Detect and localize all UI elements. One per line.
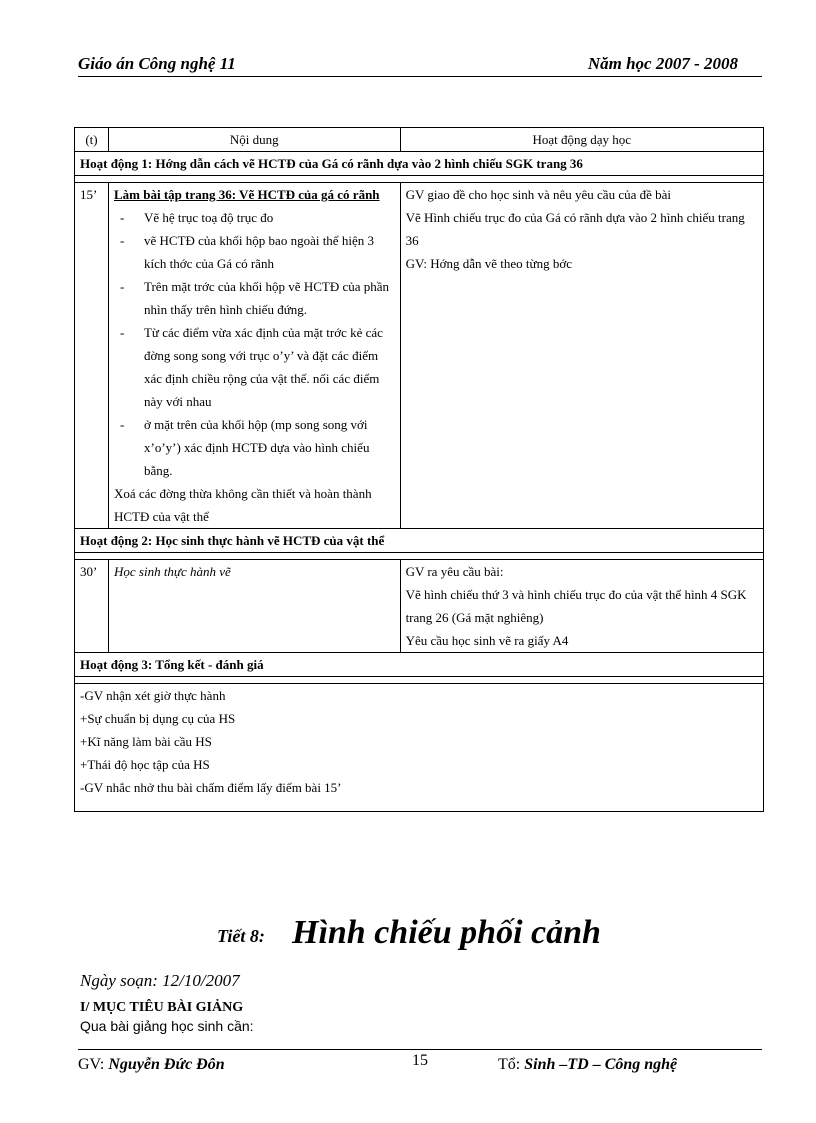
- activity-2-time: 30’: [75, 560, 109, 653]
- list-item: - Trên mặt trớc của khối hộp vẽ HCTĐ của phần nhìn thấy trên hình chiếu đứng.: [144, 275, 395, 321]
- spacer-row: [75, 677, 764, 684]
- footer-group: [498, 1056, 677, 1074]
- activity-1-teacher: [400, 183, 763, 529]
- col-activity-header: Hoạt động dạy học: [400, 128, 763, 152]
- activity-1-row: [75, 183, 764, 529]
- summary-line: -GV nhắc nhở thu bài chấm điểm lấy điểm bài 15’: [80, 780, 342, 795]
- teacher-line: GV ra yêu cầu bài:: [405, 564, 504, 579]
- header-title: Giáo án Công nghệ 11: [78, 54, 236, 73]
- teacher-line: GV: Hớng dẫn vẽ theo từng bớc: [405, 256, 572, 271]
- footer-teacher: [78, 1056, 225, 1074]
- summary-line: -GV nhận xét giờ thực hành: [80, 688, 226, 703]
- activity-2-teacher: [400, 560, 763, 653]
- activity-2-title: Hoạt động 2: Học sinh thực hành vẽ HCTĐ của vật thể: [75, 529, 764, 553]
- teacher-line: Vẽ hình chiếu thứ 3 và hình chiếu trục đo của vật thể hình 4 SGK trang 26 (Gá mặt nghiêng): [405, 587, 747, 625]
- spacer-row: [75, 176, 764, 183]
- teacher-line: Yêu cầu học sinh vẽ ra giấy A4: [405, 633, 569, 648]
- list-item: - vẽ HCTĐ của khối hộp bao ngoài thể hiện 3 kích thớc của Gá có rãnh: [144, 229, 395, 275]
- activity-3-content: [75, 684, 764, 812]
- col-time-header: (t): [75, 128, 109, 152]
- header-year: Năm học 2007 - 2008: [587, 54, 738, 73]
- col-content-header: Nội dung: [108, 128, 400, 152]
- footer-teacher-name: Nguyễn Đức Đôn: [108, 1056, 225, 1073]
- section-heading: I/ MỤC TIÊU BÀI GIẢNG: [80, 1000, 244, 1015]
- summary-line: +Kĩ năng làm bài cầu HS: [80, 734, 212, 749]
- lesson-number: Tiết 8:: [217, 926, 265, 946]
- activity-3-title: Hoạt động 3: Tổng kết - đánh giá: [75, 653, 764, 677]
- activity-2-content: Học sinh thực hành vẽ: [108, 560, 400, 653]
- footer-group-name: Sinh –TD – Công nghệ: [524, 1056, 678, 1073]
- activity-1-time: 15’: [75, 183, 109, 529]
- page-footer: [78, 1049, 762, 1074]
- page-number: 15: [412, 1052, 428, 1069]
- activity-1-title: Hoạt động 1: Hớng dẫn cách vẽ HCTĐ của Gá có rãnh dựa vào 2 hình chiếu SGK trang 36: [75, 152, 764, 176]
- activity-1-steps: [114, 206, 395, 482]
- activity-1-heading: Làm bài tập trang 36: Vẽ HCTĐ của gá có rãnh: [113, 187, 380, 202]
- activity-1-final-step: Xoá các đờng thừa không cần thiết và hoàn thành HCTĐ của vật thể: [113, 486, 372, 524]
- summary-line: +Thái độ học tập của HS: [80, 757, 210, 772]
- teacher-line: Vẽ Hình chiếu trục đo của Gá có rãnh dựa vào 2 hình chiếu trang 36: [405, 210, 745, 248]
- activity-2-row: [75, 560, 764, 653]
- page-header: [78, 54, 762, 77]
- activity-1-title-row: [75, 152, 764, 176]
- activity-1-content: [108, 183, 400, 529]
- lesson-table: [74, 127, 764, 812]
- spacer-row: [75, 553, 764, 560]
- activity-3-row: [75, 684, 764, 812]
- list-item: - Vẽ hệ trục toạ độ trục đo: [144, 206, 395, 229]
- teacher-line: GV giao đề cho học sinh và nêu yêu cầu của đề bài: [405, 187, 672, 202]
- lesson-title: Hình chiếu phối cảnh: [292, 914, 601, 951]
- activity-3-title-row: [75, 653, 764, 677]
- footer-teacher-label: GV:: [78, 1056, 109, 1073]
- table-header-row: [75, 128, 764, 152]
- list-item: - Từ các điểm vừa xác định của mặt trớc kẻ các đờng song song với trục o’y’ và đặt các điểm xác định chiều rộng của vật thể. nối các điểm này với nhau: [144, 321, 395, 413]
- activity-2-title-row: [75, 529, 764, 553]
- prep-date: Ngày soạn: 12/10/2007: [80, 971, 240, 990]
- summary-line: +Sự chuẩn bị dụng cụ của HS: [80, 711, 236, 726]
- section-intro: Qua bài giảng học sinh cần:: [80, 1018, 254, 1034]
- list-item: - ở mặt trên của khối hộp (mp song song với x’o’y’) xác định HCTĐ dựa vào hình chiếu bằng.: [144, 413, 395, 482]
- footer-group-label: Tổ:: [498, 1056, 525, 1073]
